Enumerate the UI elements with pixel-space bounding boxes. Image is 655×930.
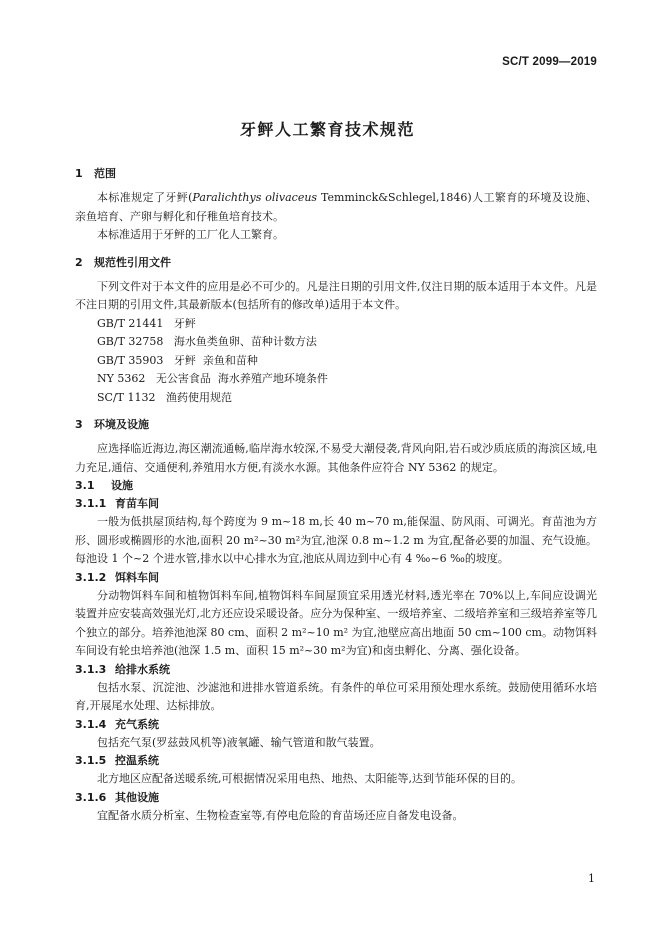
section-number: 3.1.4 (75, 717, 107, 731)
water-system-text: 包括水泵、沉淀池、沙滤池和进排水管道系统。有条件的单位可采用预处理水系统。鼓励使用循环水培育,开展尾水处理、达标排放。 (75, 680, 597, 712)
scope-paragraph (75, 189, 597, 226)
applicability-paragraph: 本标准适用于牙鲆的工厂化人工繁育。 (97, 228, 284, 241)
feed-workshop-text: 分动物饵料车间和植物饵料车间,植物饵料车间屋顶宜采用透光材料,透光率在 70%以上,车间应设调光装置并应安装高效强光灯,北方还应设采暖设备。应分为保种室、一级培养室、二级培养室和三级培养室等几个独立的部分。培养池池深 80 cm、面积 2 m²~10 m² 为宜,池壁应高出地面 50 cm~100 cm。动物饵料车间设有轮虫培养池(池深 1.5 m、面积 15 m²~30 m²为宜)和卤虫孵化、分离、强化设备。 (75, 588, 597, 657)
section-heading-2 (75, 254, 597, 272)
section-title: 饵料车间 (115, 570, 159, 584)
subsection-heading-3-1-5 (75, 752, 597, 770)
section-number: 3 (75, 418, 83, 431)
subsection-heading-3-1 (75, 477, 597, 495)
section-number: 2 (75, 255, 83, 269)
section-heading-3 (75, 416, 597, 434)
section-title: 规范性引用文件 (94, 255, 171, 269)
section-number: 1 (75, 167, 83, 180)
other-facilities-text: 宜配备水质分析室、生物检查室等,有停电危险的育苗场还应自备发电设备。 (97, 808, 464, 822)
reference-item: SC/T 1132 渔药使用规范 (97, 390, 232, 404)
latin-name: Paralichthys olivaceus (192, 191, 318, 204)
page-number: 1 (588, 872, 595, 885)
section-number: 3.1.1 (75, 497, 107, 510)
section-number: 3.1.2 (75, 570, 107, 584)
scope-text-start: 本标准规定了牙鲆( (97, 191, 193, 204)
aeration-system-text: 包括充气泵(罗兹鼓风机等)液氧罐、输气管道和散气装置。 (97, 735, 381, 749)
reference-item: GB/T 32758 海水鱼类鱼卵、苗种计数方法 (97, 335, 317, 348)
temperature-control-text: 北方地区应配备送暖系统,可根据情况采用电热、地热、太阳能等,达到节能环保的目的。 (97, 772, 522, 785)
section-title: 充气系统 (115, 717, 159, 731)
references-intro: 下列文件对于本文件的应用是必不可少的。凡是注日期的引用文件,仅注日期的版本适用于本文件。凡是不注日期的引用文件,其最新版本(包括所有的修改单)适用于本文件。 (75, 279, 597, 311)
subsection-heading-3-1-3 (75, 661, 597, 679)
section-title: 其他设施 (115, 790, 159, 804)
environment-paragraph: 应选择临近海边,海区潮流通畅,临岸海水较深,不易受大潮侵袭,背风向阳,岩石或沙质底质的海滨区域,电力充足,通信、交通便利,养殖用水方便,有淡水水源。其他条件应符合 NY 5362 的规定。 (75, 442, 597, 474)
section-heading-1 (75, 165, 597, 183)
section-title: 控温系统 (115, 754, 159, 767)
section-title: 范围 (94, 167, 116, 180)
subsection-heading-3-1-2 (75, 569, 597, 587)
section-number: 3.1 (75, 479, 95, 492)
section-title: 育苗车间 (115, 497, 159, 510)
reference-item: GB/T 21441 牙鲆 (97, 316, 196, 330)
section-number: 3.1.5 (75, 754, 107, 767)
section-number: 3.1.3 (75, 662, 107, 676)
reference-item: GB/T 35903 牙鲆 亲鱼和苗种 (97, 353, 258, 367)
subsection-heading-3-1-1 (75, 495, 597, 513)
subsection-heading-3-1-6 (75, 789, 597, 807)
document-title: 牙鲆人工繁育技术规范 (239, 120, 415, 139)
reference-item: NY 5362 无公害食品 海水养殖产地环境条件 (97, 372, 328, 385)
standard-code: SC/T 2099—2019 (502, 56, 597, 68)
subsection-heading-3-1-4 (75, 716, 597, 734)
section-title: 环境及设施 (94, 418, 149, 431)
section-number: 3.1.6 (75, 790, 107, 804)
scope-text-end: Temminck&Schlegel,1846)人工繁育的环境及设施、亲鱼培育、产卵与孵化和仔稚鱼培育技术。 (75, 191, 597, 223)
section-title: 设施 (111, 479, 133, 492)
section-title: 给排水系统 (115, 662, 170, 676)
hatchery-workshop-text: 一般为低拱屋顶结构,每个跨度为 9 m~18 m,长 40 m~70 m,能保温、防风雨、可调光。育苗池为方形、圆形或椭圆形的水池,面积 20 m²~30 m²为宜,池深 0.8 m~1.2 m 为宜,配备必要的加温、充气设施。每池设 1 个~2 个进水管,排水以中心排水为宜,池底从周边到中心有 4 ‰~6 ‰的坡度。 (75, 515, 597, 565)
document-body (75, 165, 597, 825)
